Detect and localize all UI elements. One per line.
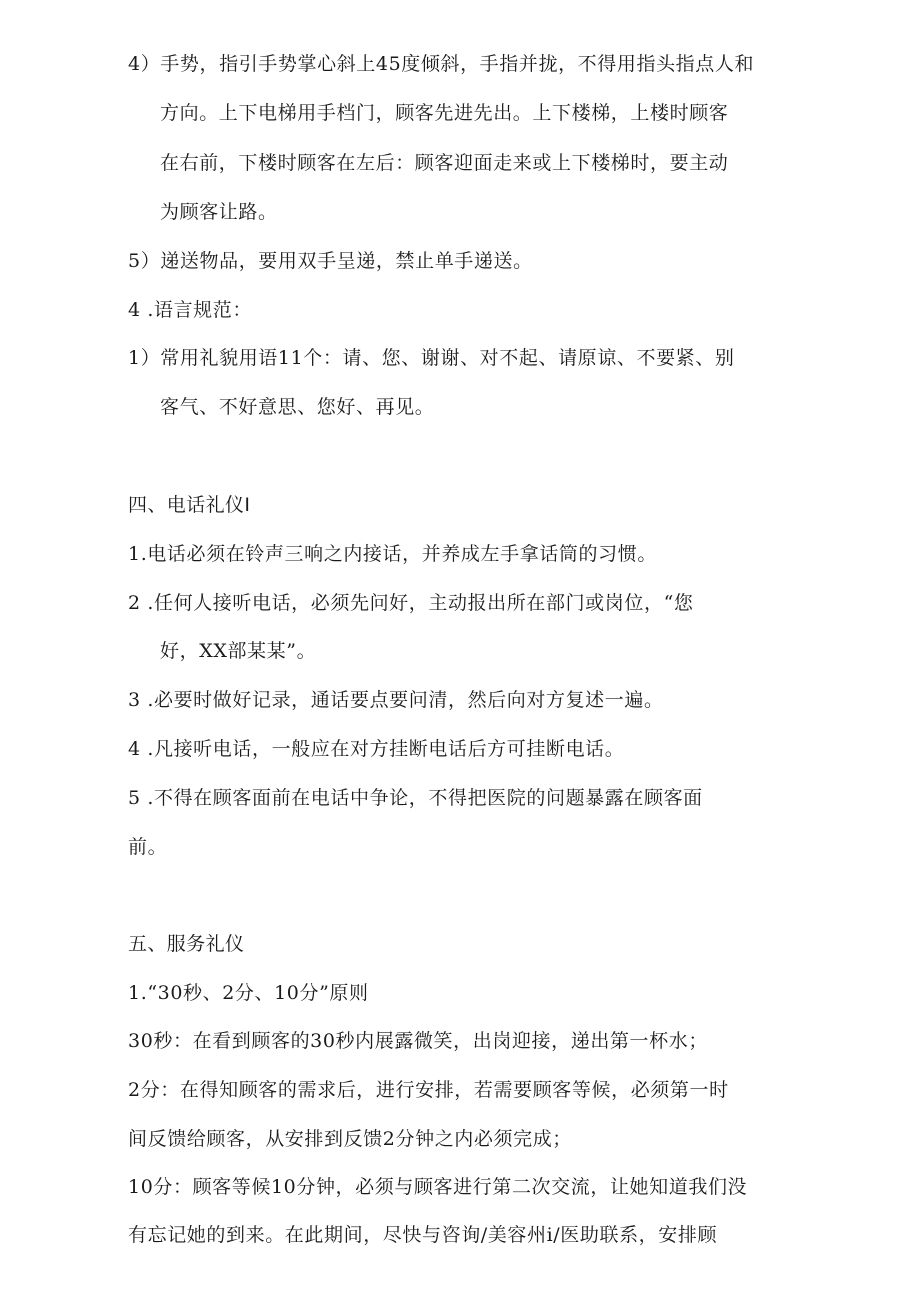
item-gesture: 4）手势，指引手势掌心斜上45度倾斜，手指并拢，不得用指头指点人和 bbox=[128, 53, 755, 75]
item-gesture-cont-2: 在右前，下楼时顾客在左后：顾客迎面走来或上下楼梯时，要主动 bbox=[160, 152, 729, 174]
item-gesture-cont-1: 方向。上下电梯用手档门，顾客先进先出。上下楼梯，上楼时顾客 bbox=[160, 102, 729, 124]
service-principle: 1.“30秒、2分、10分”原则 bbox=[128, 982, 369, 1004]
phone-rule-3: 3 .必要时做好记录，通话要点要问清，然后向对方复述一遍。 bbox=[128, 689, 664, 711]
item-gesture-cont-3: 为顾客让路。 bbox=[160, 201, 278, 223]
phone-rule-4: 4 .凡接听电话，一般应在对方挂断电话后方可挂断电话。 bbox=[128, 738, 625, 760]
service-10min-cont: 有忘记她的到来。在此期间，尽快与咨询/美容州i/医助联系，安排顾 bbox=[128, 1224, 718, 1246]
section-heading-service: 五、服务礼仪 bbox=[128, 933, 245, 955]
subheading-language: 4 .语言规范： bbox=[128, 299, 252, 321]
service-10min: 10分：顾客等候10分钟，必须与顾客进行第二次交流，让她知道我们没 bbox=[128, 1176, 748, 1198]
phone-rule-2: 2 .任何人接听电话，必须先问好，主动报出所在部门或岗位，“您 bbox=[128, 592, 694, 614]
item-hand-over: 5）递送物品，要用双手呈递，禁止单手递送。 bbox=[128, 250, 533, 272]
section-heading-phone: 四、电话礼仪I bbox=[128, 494, 251, 516]
phone-rule-1: 1.电话必须在铃声三响之内接话，并养成左手拿话筒的习惯。 bbox=[128, 543, 657, 565]
phone-rule-5-cont: 前。 bbox=[128, 836, 168, 858]
item-polite-phrases: 1）常用礼貌用语11个：请、您、谢谢、对不起、请原谅、不要紧、别 bbox=[128, 347, 735, 369]
service-30s: 30秒：在看到顾客的30秒内展露微笑，出岗迎接，递出第一杯水； bbox=[128, 1030, 708, 1052]
service-2min: 2分：在得知顾客的需求后，进行安排，若需要顾客等候，必须第一时 bbox=[128, 1079, 729, 1101]
phone-rule-5: 5 .不得在顾客面前在电话中争论，不得把医院的问题暴露在顾客面 bbox=[128, 787, 703, 809]
phone-rule-2-cont: 好，XX部某某”。 bbox=[160, 640, 317, 662]
service-2min-cont: 间反馈给顾客，从安排到反馈2分钟之内必须完成； bbox=[128, 1128, 572, 1150]
item-polite-phrases-cont: 客气、不好意思、您好、再见。 bbox=[160, 396, 435, 418]
